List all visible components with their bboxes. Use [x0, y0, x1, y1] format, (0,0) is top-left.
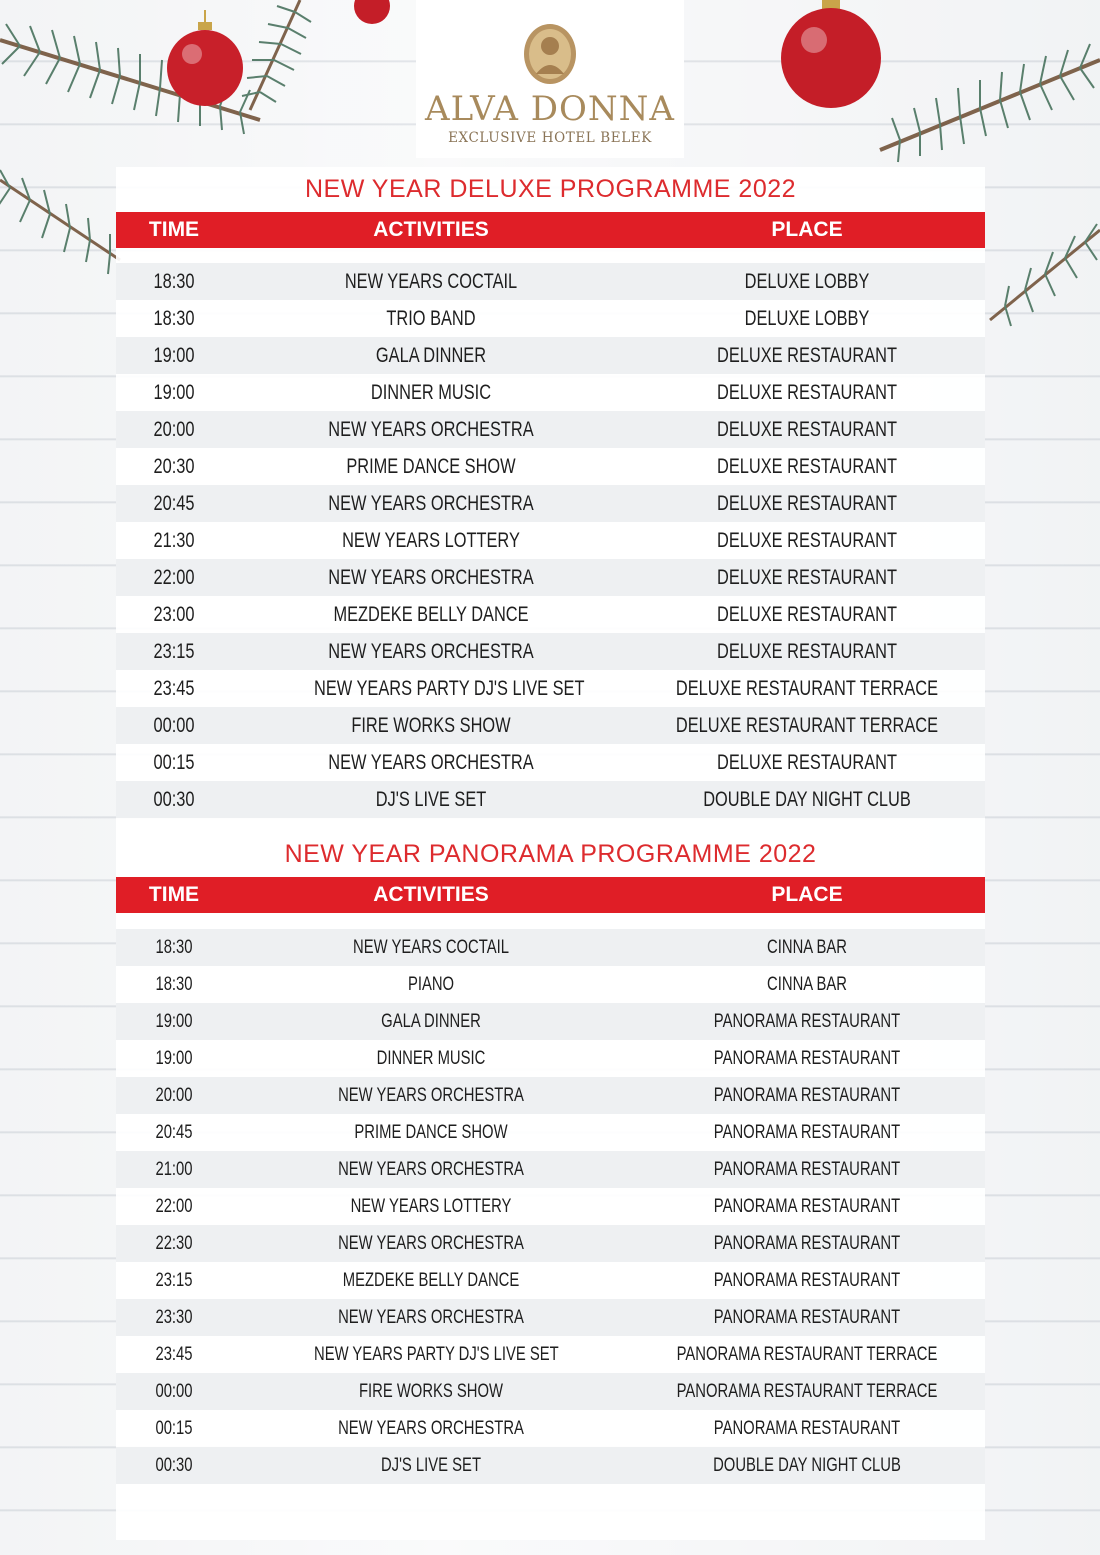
table-row — [116, 522, 985, 559]
row-time: 21:30 — [153, 529, 195, 552]
table-row — [116, 781, 985, 818]
row-activity: FIRE WORKS SHOW — [351, 714, 511, 737]
row-activity: PIANO — [407, 974, 455, 995]
row-place: DELUXE RESTAURANT TERRACE — [675, 677, 939, 700]
table-row — [116, 707, 985, 744]
row-time: 00:30 — [155, 1455, 193, 1476]
row-place: PANORAMA RESTAURANT TERRACE — [676, 1344, 938, 1365]
table-row — [116, 300, 985, 337]
deluxe-programme-title: NEW YEAR DELUXE PROGRAMME 2022 — [304, 175, 797, 203]
row-place: DELUXE RESTAURANT — [717, 455, 897, 478]
table-row — [116, 966, 985, 1003]
row-activity: MEZDEKE BELLY DANCE — [342, 1270, 520, 1291]
row-activity: NEW YEARS ORCHESTRA — [328, 640, 534, 663]
row-time: 21:00 — [155, 1159, 193, 1180]
row-time: 00:15 — [153, 751, 195, 774]
table-row — [116, 337, 985, 374]
panorama-programme-panel — [116, 832, 985, 1540]
row-place: PANORAMA RESTAURANT — [713, 1085, 901, 1106]
table-row — [116, 670, 985, 707]
row-place: PANORAMA RESTAURANT TERRACE — [676, 1381, 938, 1402]
row-time: 22:00 — [153, 566, 195, 589]
row-place: CINNA BAR — [767, 974, 847, 995]
row-time: 20:00 — [155, 1085, 193, 1106]
row-time: 00:15 — [155, 1418, 193, 1439]
row-time: 23:15 — [155, 1270, 193, 1291]
row-activity: NEW YEARS LOTTERY — [342, 529, 520, 552]
row-place: PANORAMA RESTAURANT — [713, 1307, 901, 1328]
row-activity: NEW YEARS PARTY DJ'S LIVE SET — [314, 1344, 559, 1365]
table-row — [116, 1410, 985, 1447]
row-place: PANORAMA RESTAURANT — [713, 1270, 901, 1291]
row-activity: NEW YEARS ORCHESTRA — [338, 1307, 524, 1328]
row-time: 19:00 — [153, 344, 195, 367]
row-time: 19:00 — [155, 1048, 193, 1069]
table-row — [116, 1225, 985, 1262]
panorama-table-header — [116, 877, 985, 913]
table-row — [116, 633, 985, 670]
deluxe-programme-panel — [116, 167, 985, 832]
row-time: 23:45 — [155, 1344, 193, 1365]
row-place: DELUXE RESTAURANT — [717, 529, 897, 552]
row-activity: TRIO BAND — [386, 307, 476, 330]
row-activity: FIRE WORKS SHOW — [358, 1381, 504, 1402]
row-time: 00:00 — [153, 714, 195, 737]
table-row — [116, 1151, 985, 1188]
row-time: 18:30 — [153, 270, 195, 293]
table-row — [116, 1373, 985, 1410]
table-row — [116, 1114, 985, 1151]
deluxe-table-header — [116, 212, 985, 248]
row-activity: NEW YEARS COCTAIL — [344, 270, 518, 293]
row-activity: NEW YEARS ORCHESTRA — [328, 418, 534, 441]
row-activity: NEW YEARS ORCHESTRA — [338, 1418, 524, 1439]
deluxe-table-body — [116, 263, 985, 818]
row-time: 20:00 — [153, 418, 195, 441]
table-row — [116, 744, 985, 781]
row-activity: GALA DINNER — [375, 344, 487, 367]
row-activity: NEW YEARS LOTTERY — [350, 1196, 512, 1217]
row-place: DELUXE LOBBY — [744, 307, 870, 330]
row-place: DELUXE RESTAURANT — [717, 751, 897, 774]
row-activity: NEW YEARS ORCHESTRA — [328, 492, 534, 515]
table-row — [116, 1188, 985, 1225]
panorama-programme-title: NEW YEAR PANORAMA PROGRAMME 2022 — [284, 840, 817, 868]
row-activity: NEW YEARS PARTY DJ'S LIVE SET — [314, 677, 585, 700]
header-place: PLACE — [771, 218, 843, 241]
row-place: DOUBLE DAY NIGHT CLUB — [713, 1455, 901, 1476]
row-activity: PRIME DANCE SHOW — [354, 1122, 508, 1143]
row-place: PANORAMA RESTAURANT — [713, 1011, 901, 1032]
row-place: DELUXE RESTAURANT — [717, 344, 897, 367]
table-row — [116, 448, 985, 485]
header-place: PLACE — [771, 883, 843, 906]
row-place: PANORAMA RESTAURANT — [713, 1233, 901, 1254]
row-time: 00:30 — [153, 788, 195, 811]
hotel-subtitle: EXCLUSIVE HOTEL BELEK — [448, 130, 652, 146]
header-activities: ACTIVITIES — [373, 218, 489, 241]
row-place: DELUXE RESTAURANT — [717, 566, 897, 589]
row-place: DELUXE RESTAURANT — [717, 381, 897, 404]
row-time: 00:00 — [155, 1381, 193, 1402]
row-time: 20:45 — [153, 492, 195, 515]
table-row — [116, 1077, 985, 1114]
table-row — [116, 559, 985, 596]
table-row — [116, 1262, 985, 1299]
row-activity: NEW YEARS ORCHESTRA — [338, 1159, 524, 1180]
row-time: 22:00 — [155, 1196, 193, 1217]
row-activity: MEZDEKE BELLY DANCE — [333, 603, 529, 626]
table-row — [116, 1336, 985, 1373]
ornament-ball-left-icon — [160, 10, 250, 120]
row-activity: DJ'S LIVE SET — [380, 1455, 482, 1476]
row-time: 23:30 — [155, 1307, 193, 1328]
row-place: DELUXE RESTAURANT TERRACE — [675, 714, 939, 737]
row-activity: DINNER MUSIC — [370, 381, 492, 404]
table-row — [116, 411, 985, 448]
row-place: DELUXE RESTAURANT — [717, 492, 897, 515]
hotel-name: ALVA DONNA — [425, 89, 675, 129]
row-activity: NEW YEARS ORCHESTRA — [338, 1085, 524, 1106]
row-time: 22:30 — [155, 1233, 193, 1254]
row-activity: NEW YEARS ORCHESTRA — [328, 566, 534, 589]
row-place: DELUXE RESTAURANT — [717, 603, 897, 626]
header-time: TIME — [148, 218, 200, 241]
ornament-ball-right-icon — [778, 0, 888, 120]
table-row — [116, 1299, 985, 1336]
row-place: DELUXE LOBBY — [744, 270, 870, 293]
row-activity: PRIME DANCE SHOW — [346, 455, 516, 478]
table-row — [116, 1040, 985, 1077]
row-place: DOUBLE DAY NIGHT CLUB — [703, 788, 911, 811]
header-activities: ACTIVITIES — [373, 883, 489, 906]
table-row — [116, 374, 985, 411]
ornament-ball-small-icon — [352, 0, 392, 40]
row-time: 19:00 — [153, 381, 195, 404]
row-place: PANORAMA RESTAURANT — [713, 1196, 901, 1217]
row-time: 19:00 — [155, 1011, 193, 1032]
row-time: 20:45 — [155, 1122, 193, 1143]
cameo-emblem-icon — [522, 22, 578, 86]
header-time: TIME — [148, 883, 200, 906]
table-row — [116, 1003, 985, 1040]
table-row — [116, 485, 985, 522]
table-row — [116, 596, 985, 633]
row-activity: NEW YEARS COCTAIL — [353, 937, 509, 958]
row-activity: DINNER MUSIC — [376, 1048, 486, 1069]
hotel-logo — [416, 0, 684, 158]
row-place: PANORAMA RESTAURANT — [713, 1159, 901, 1180]
row-place: DELUXE RESTAURANT — [717, 418, 897, 441]
row-activity: NEW YEARS ORCHESTRA — [338, 1233, 524, 1254]
row-time: 23:45 — [153, 677, 195, 700]
row-place: PANORAMA RESTAURANT — [713, 1048, 901, 1069]
table-row — [116, 263, 985, 300]
row-place: PANORAMA RESTAURANT — [713, 1122, 901, 1143]
table-row — [116, 1447, 985, 1484]
row-activity: DJ'S LIVE SET — [375, 788, 487, 811]
row-activity: NEW YEARS ORCHESTRA — [328, 751, 534, 774]
row-time: 23:00 — [153, 603, 195, 626]
row-place: CINNA BAR — [767, 937, 847, 958]
panorama-table-body — [116, 929, 985, 1484]
row-time: 20:30 — [153, 455, 195, 478]
row-time: 23:15 — [153, 640, 195, 663]
row-time: 18:30 — [153, 307, 195, 330]
row-place: PANORAMA RESTAURANT — [713, 1418, 901, 1439]
table-row — [116, 929, 985, 966]
row-time: 18:30 — [155, 937, 193, 958]
row-time: 18:30 — [155, 974, 193, 995]
row-activity: GALA DINNER — [381, 1011, 481, 1032]
row-place: DELUXE RESTAURANT — [717, 640, 897, 663]
